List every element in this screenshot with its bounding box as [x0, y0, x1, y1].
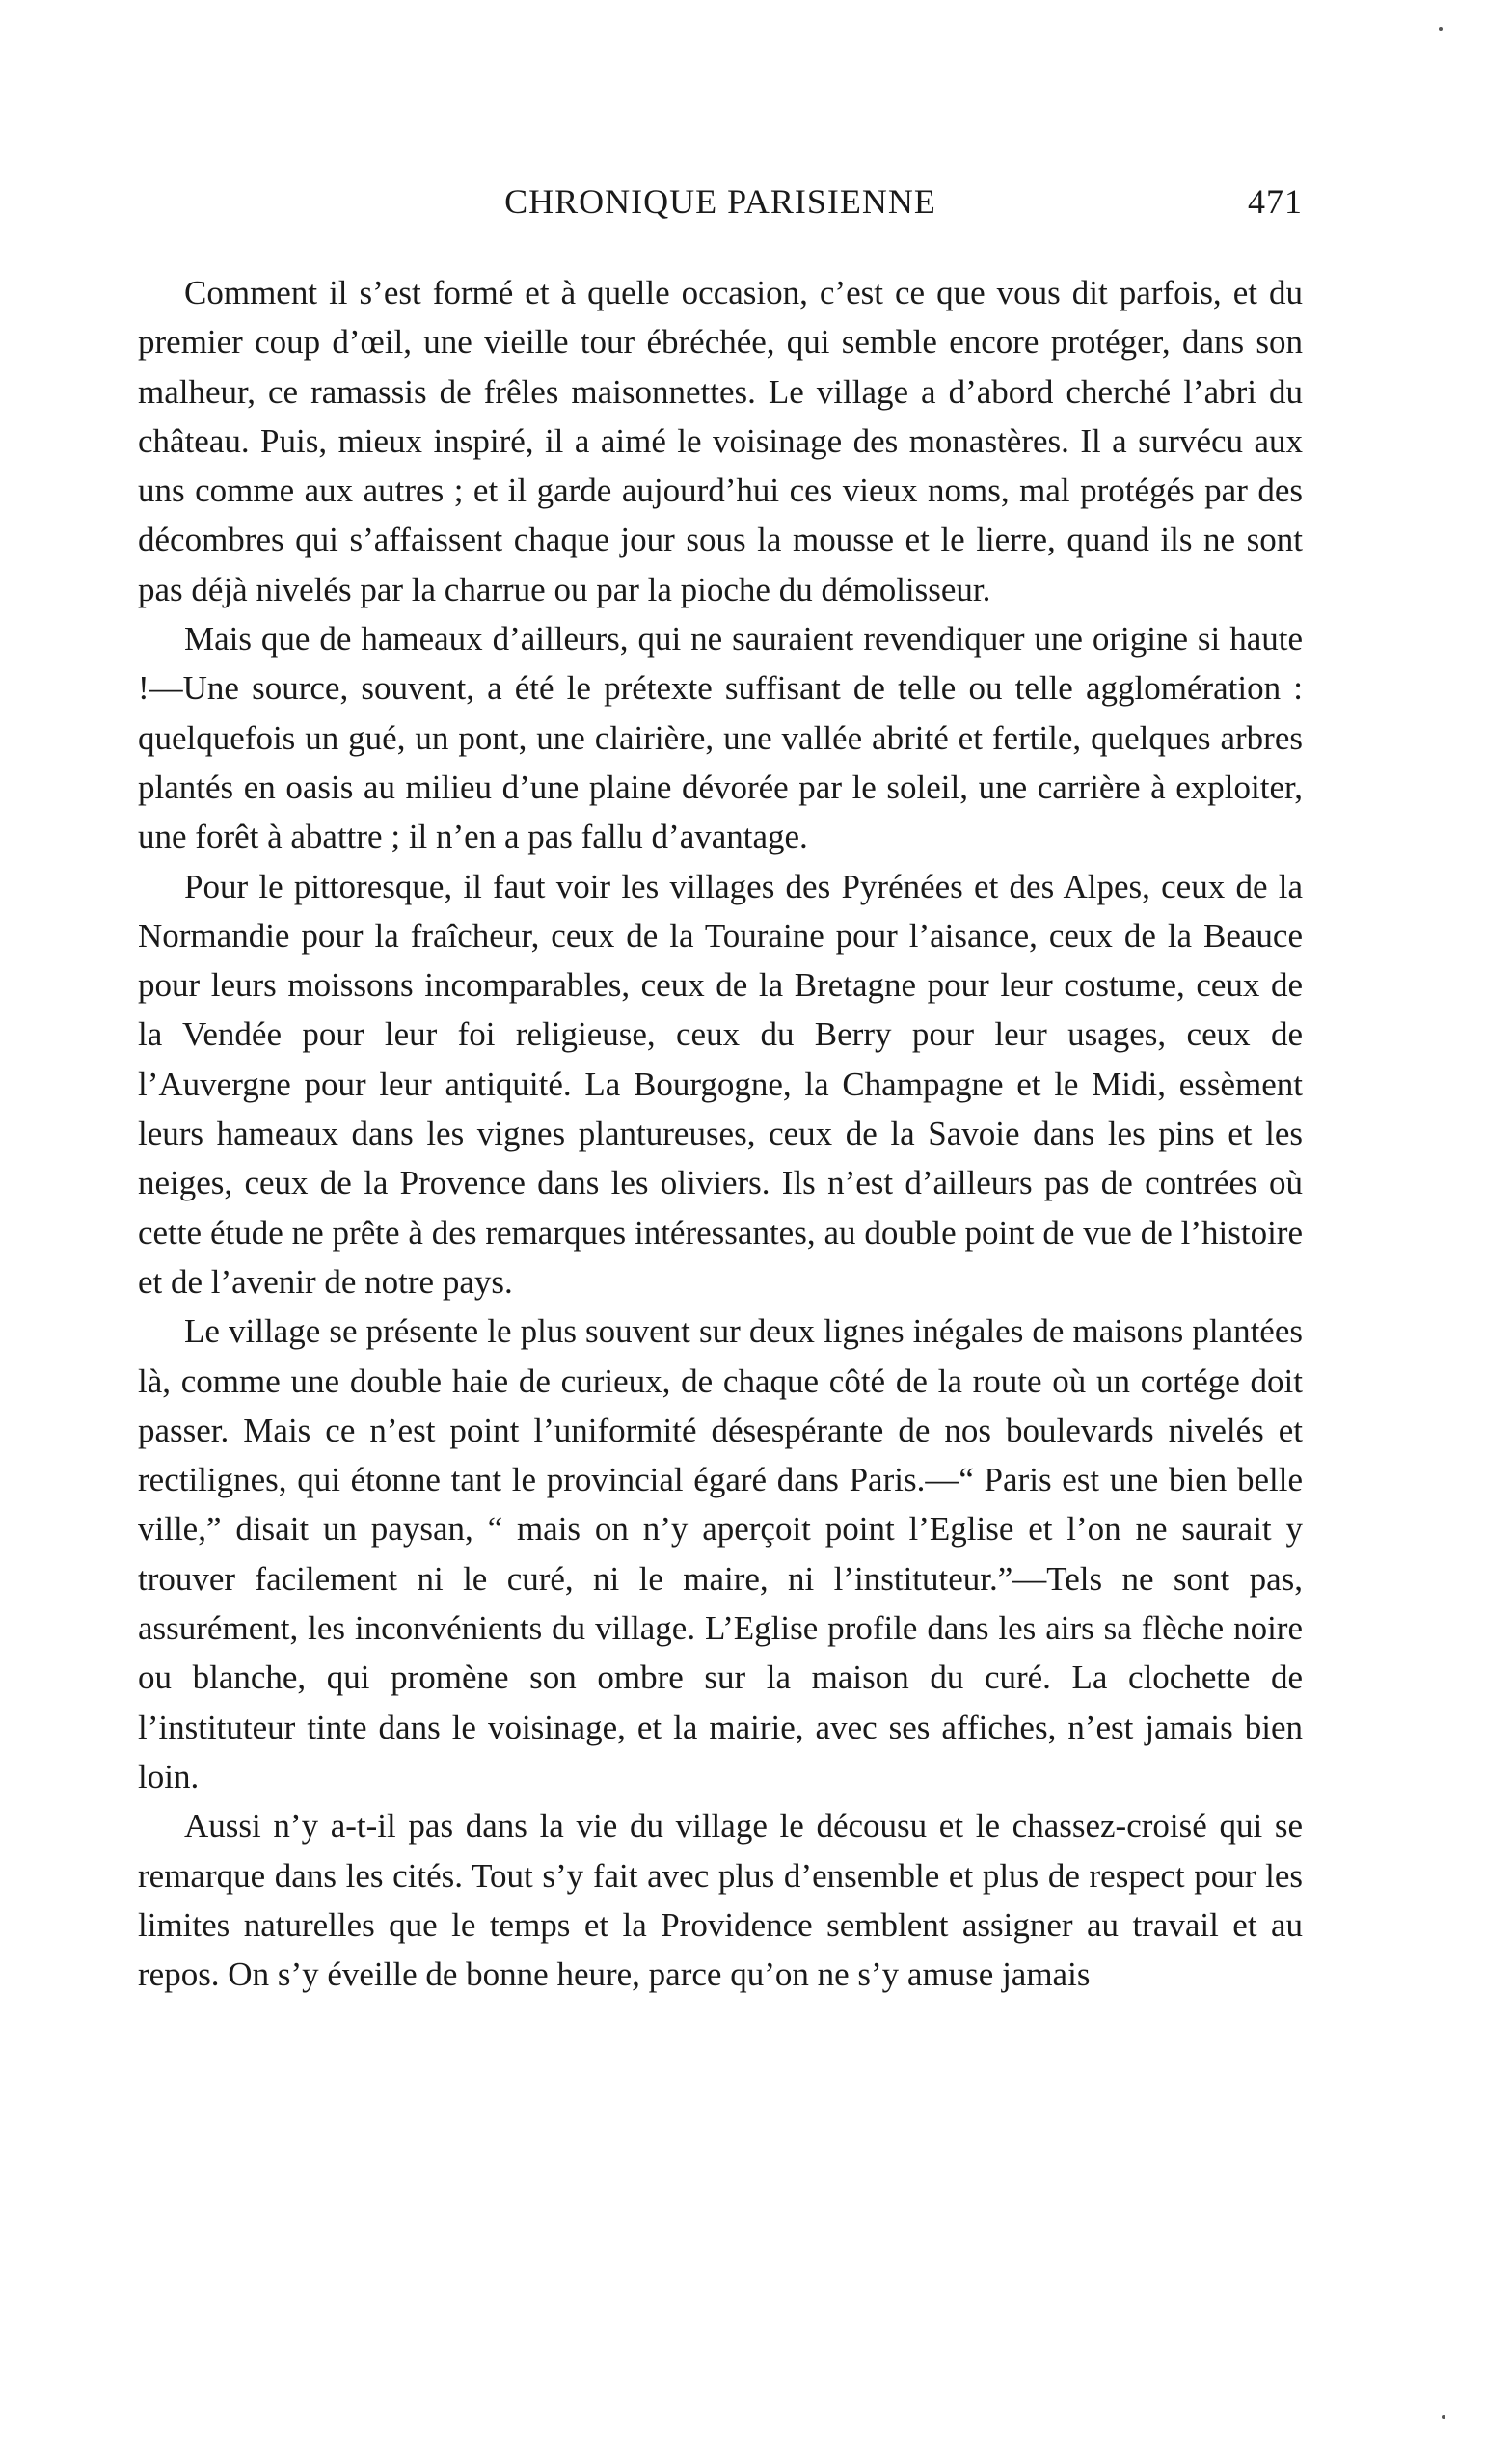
paragraph: Aussi n’y a-t-il pas dans la vie du village le décousu et le chassez-croisé qui se remarque dans les cités. Tout s’y fait avec plus d’ensemble et plus de respect pour les limites naturelles que le temps et la Providence semblent assigner au travail et au repos. On s’y éveille de bonne heure, parce qu’on ne s’y amuse jamais: [138, 1807, 1303, 1994]
paragraph: Mais que de hameaux d’ailleurs, qui ne sauraient revendiquer une origine si haute !—Une source, souvent, a été le prétexte suffisant de telle ou telle agglomération : quelquefois un gué, un pont, une clairière, une vallée abrité et fertile, quelques arbres plantés en oasis au milieu d’une plaine dévorée par le soleil, une carrière à exploiter, une forêt à abattre ; il n’en a pas fallu d’avantage.: [138, 620, 1303, 856]
paragraph: Le village se présente le plus souvent sur deux lignes inégales de maisons plantées là, comme une double haie de curieux, de chaque côté de la route où un cortége doit passer. Mais ce n’est point l’uniformité désespérante de nos boulevards nivelés et rectilignes, qui étonne tant le provincial égaré dans Paris.—“ Paris est une bien belle ville,” disait un paysan, “ mais on n’y aperçoit point l’Eglise et l’on ne saurait y trouver facilement ni le curé, ni le maire, ni l’instituteur.”—Tels ne sont pas, assurément, les inconvénients du village. L’Eglise profile dans les airs sa flèche noire ou blanche, qui promène son ombre sur la maison du curé. La clochette de l’instituteur tinte dans le voisinage, et la mairie, avec ses affiches, n’est jamais bien loin.: [138, 1312, 1303, 1795]
body-text: [138, 268, 1303, 1999]
running-title: CHRONIQUE PARISIENNE: [504, 182, 936, 221]
page-number: 471: [1248, 182, 1303, 221]
scan-speck: [1442, 2415, 1445, 2419]
paragraph: Comment il s’est formé et à quelle occasion, c’est ce que vous dit parfois, et du premier coup d’œil, une vieille tour ébréchée, qui semble encore protéger, dans son malheur, ce ramassis de frêles maisonnettes. Le village a d’abord cherché l’abri du château. Puis, mieux inspiré, il a aimé le voisinage des monastères. Il a survécu aux uns comme aux autres ; et il garde aujourd’hui ces vieux noms, mal protégés par des décombres qui s’affaissent chaque jour sous la mousse et le lierre, quand ils ne sont pas déjà nivelés par la charrue ou par la pioche du démolisseur.: [138, 274, 1303, 608]
book-page: [138, 181, 1303, 1999]
paragraph: Pour le pittoresque, il faut voir les villages des Pyrénées et des Alpes, ceux de la Normandie pour la fraîcheur, ceux de la Touraine pour l’aisance, ceux de la Beauce pour leurs moissons incomparables, ceux de la Bretagne pour leur costume, ceux de la Vendée pour leur foi religieuse, ceux du Berry pour leur usages, ceux de l’Auvergne pour leur antiquité. La Bourgogne, la Champagne et le Midi, essèment leurs hameaux dans les vignes plantureuses, ceux de la Savoie dans les pins et les neiges, ceux de la Provence dans les oliviers. Ils n’est d’ailleurs pas de contrées où cette étude ne prête à des remarques intéressantes, au double point de vue de l’histoire et de l’avenir de notre pays.: [138, 867, 1303, 1301]
running-head: [138, 181, 1303, 239]
scan-speck: [1439, 27, 1443, 31]
